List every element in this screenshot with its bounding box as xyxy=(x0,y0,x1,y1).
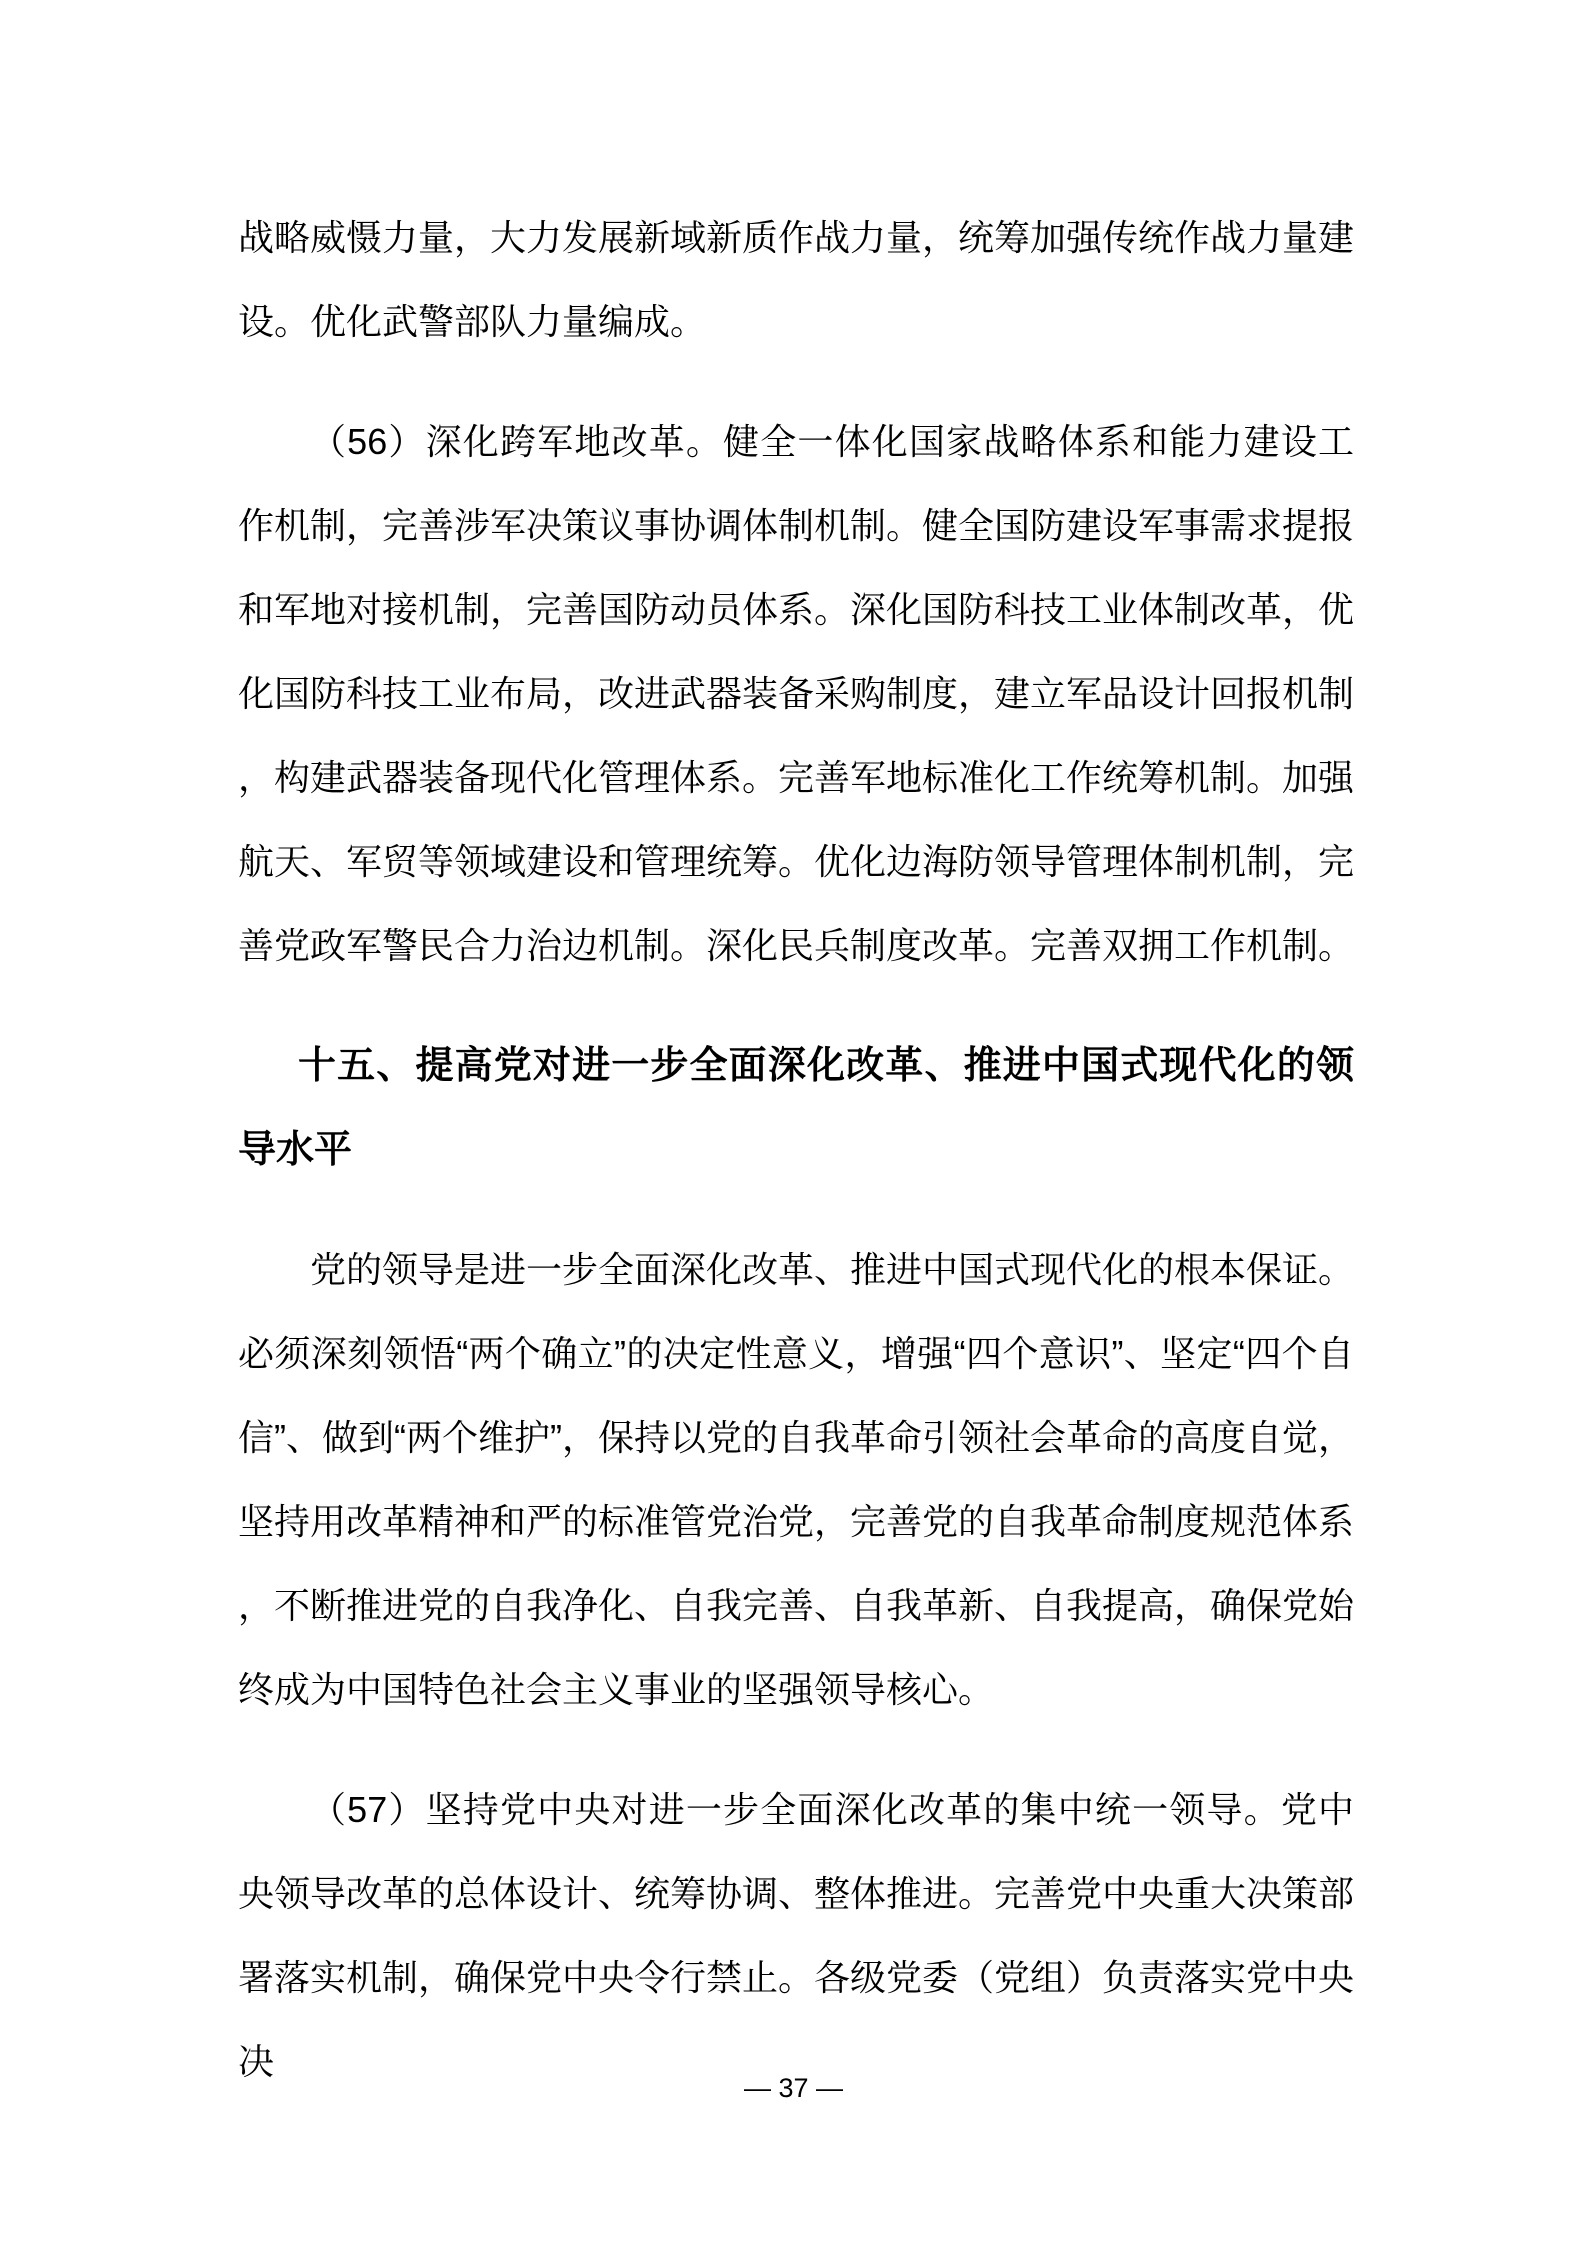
section-heading-15: 十五、提高党对进一步全面深化改革、推进中国式现代化的领导水平 xyxy=(238,1045,1354,1171)
page-number: — 37 — xyxy=(743,2073,844,2103)
paragraph-item-57: （57）坚持党中央对进一步全面深化改革的集中统一领导。党中央领导改革的总体设计、统筹协调、整体推进。完善党中央重大决策部署落实机制，确保党中央令行禁止。各级党委（党组）负责落实党中央决 xyxy=(238,1789,1355,2082)
paragraph-force-structure: 战略威慑力量，大力发展新域新质作战力量，统筹加强传统作战力量建设。优化武警部队力量编成。 xyxy=(238,217,1355,342)
paragraph-item-56: （56）深化跨军地改革。健全一体化国家战略体系和能力建设工作机制，完善涉军决策议事协调体制机制。健全国防建设军事需求提报和军地对接机制，完善国防动员体系。深化国防科技工业体制改革，优化国防科技工业布局，改进武器装备采购制度，建立军品设计回报机制，构建武器装备现代化管理体系。完善军地标准化工作统筹机制。加强航天、军贸等领域建设和管理统筹。优化边海防领导管理体制机制，完善党政军警民合力治边机制。深化民兵制度改革。完善双拥工作机制。 xyxy=(238,421,1355,966)
paragraph-party-leadership: 党的领导是进一步全面深化改革、推进中国式现代化的根本保证。必须深刻领悟“两个确立”的决定性意义，增强“四个意识”、坚定“四个自信”、做到“两个维护”，保持以党的自我革命引领社会革命的高度自觉，坚持用改革精神和严的标准管党治党，完善党的自我革命制度规范体系，不断推进党的自我净化、自我完善、自我革新、自我提高，确保党始终成为中国特色社会主义事业的坚强领导核心。 xyxy=(238,1249,1355,1710)
